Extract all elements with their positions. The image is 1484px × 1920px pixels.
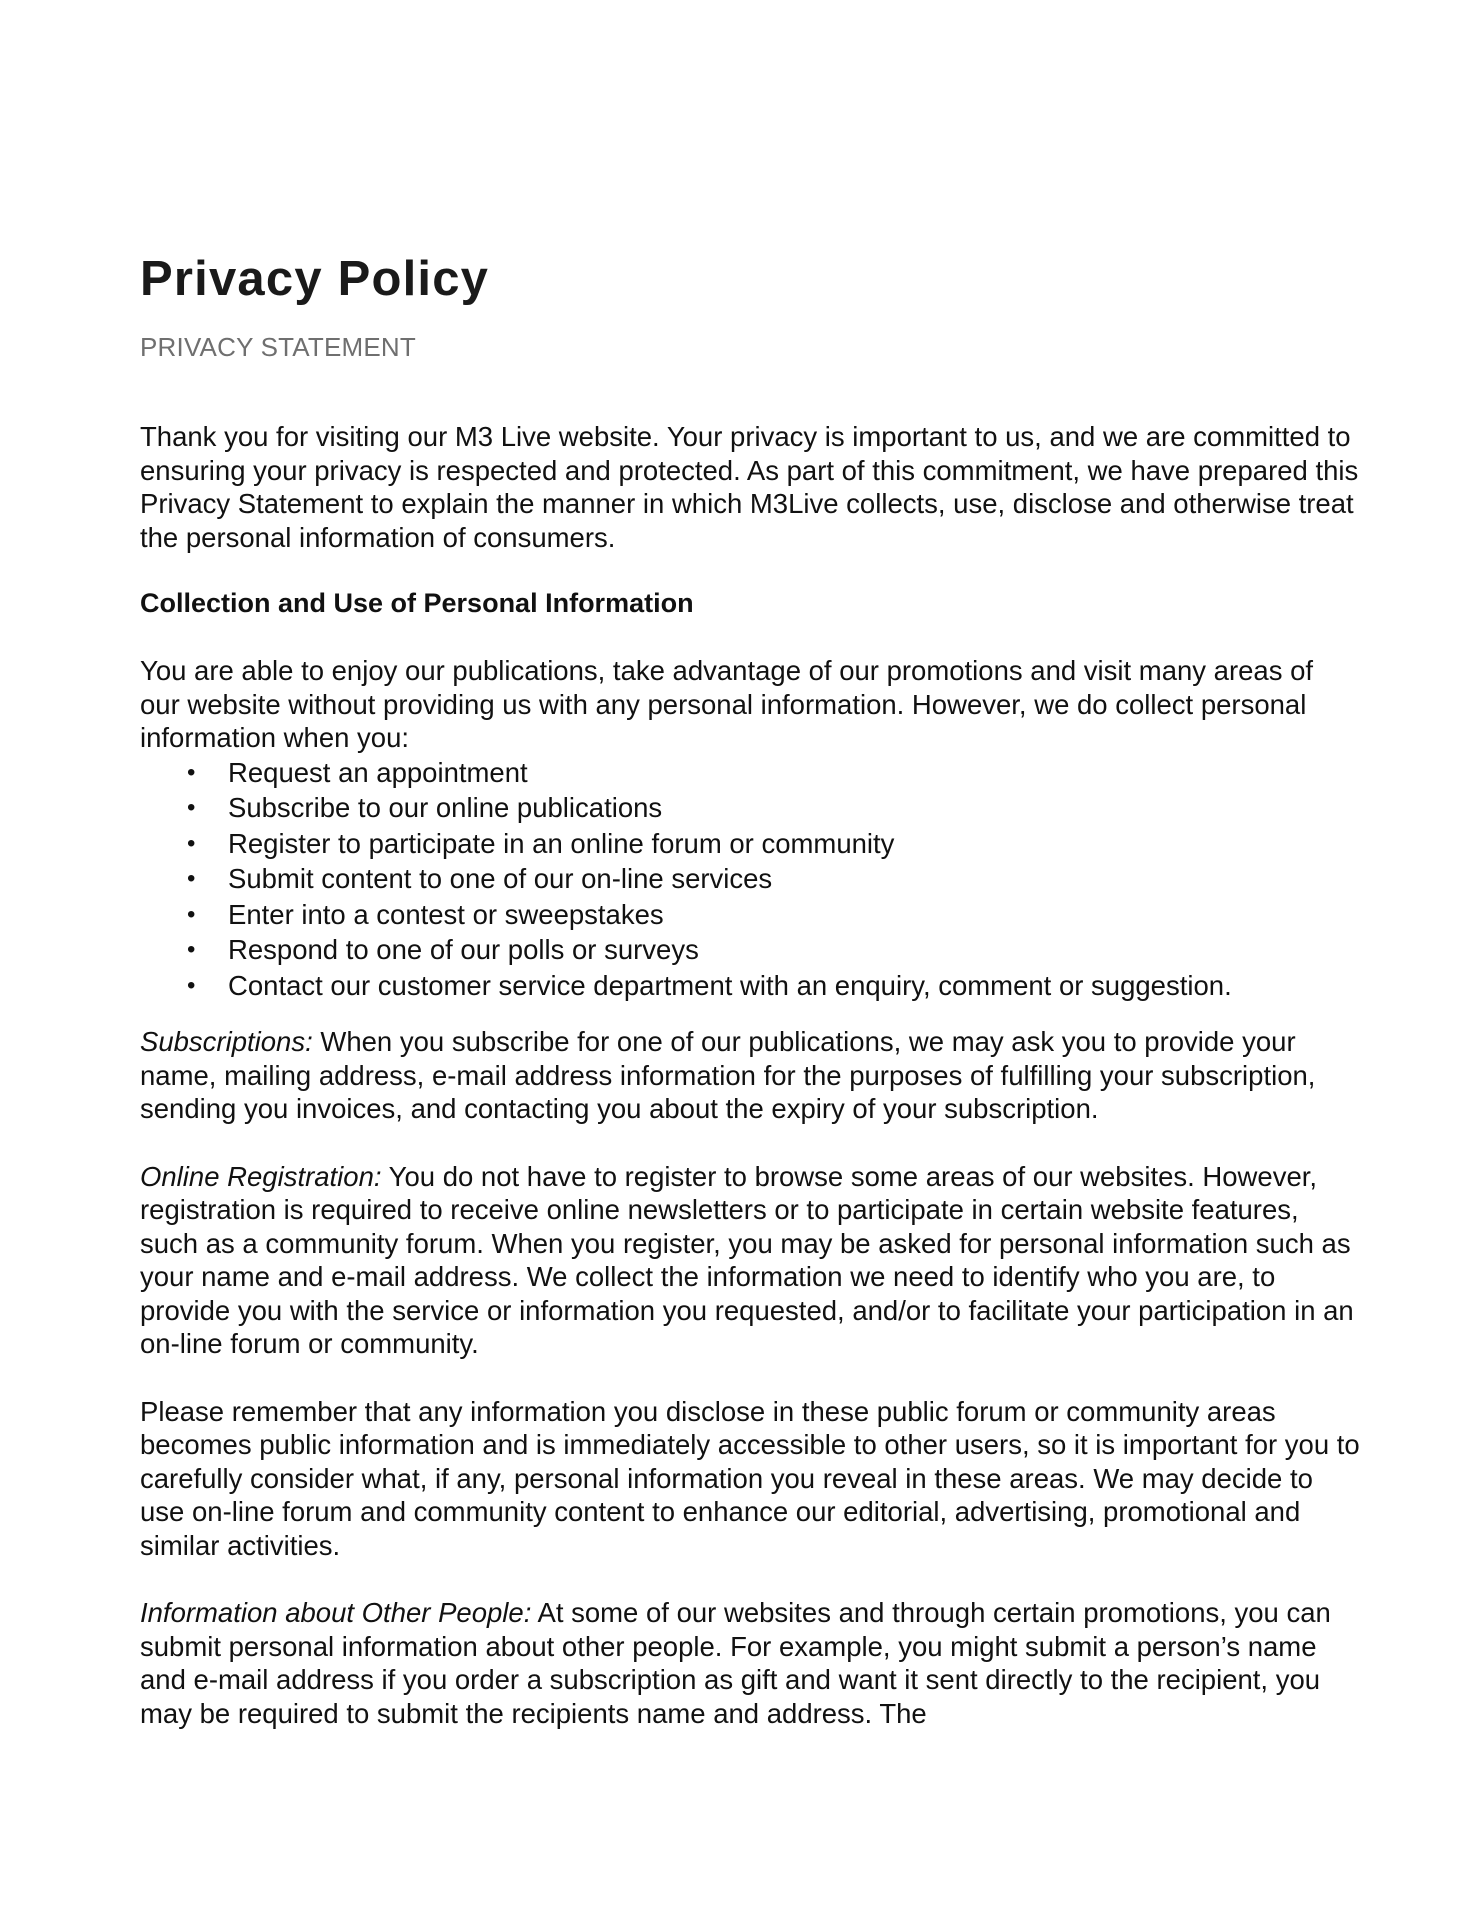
bullet-icon: • <box>187 829 196 857</box>
bullet-icon: • <box>187 865 196 892</box>
list-item <box>140 932 1360 968</box>
list-item <box>140 790 1360 826</box>
bullet-icon: • <box>187 971 196 999</box>
list-item-text: Subscribe to our online publications <box>228 792 663 823</box>
online-registration-text: You do not have to register to browse some areas of our websites. However, registration is required to receive online newsletters or to participate in certain website features, such as a community forum. When you register, you may be asked for personal information such as your name and e-mail address. We collect the information we need to identify who you are, to provide you with the service or information you requested, and/or to facilitate your participation in an on-line forum or community. <box>140 1160 1354 1359</box>
collection-bullet-list <box>140 755 1360 1004</box>
list-item <box>140 755 1360 791</box>
bullet-icon: • <box>187 758 196 786</box>
list-item-text: Request an appointment <box>228 756 528 788</box>
intro-paragraph: Thank you for visiting our M3 Live website. Your privacy is important to us, and we are committed to ensuring your privacy is respected and protected. As part of this commitment, we have prepared this Privacy Statement to explain the manner in which M3Live collects, use, disclose and otherwise treat the personal information of consumers. <box>140 421 1359 553</box>
list-item-text: Register to participate in an online forum or community <box>228 827 895 859</box>
list-item <box>140 968 1360 1004</box>
list-item-text: Enter into a contest or sweepstakes <box>228 898 664 930</box>
other-people-text: At some of our websites and through certain promotions, you can submit personal information about other people. For example, you might submit a person’s name and e-mail address if you order a subscription as gift and want it sent directly to the recipient, you may be required to submit the recipients name and address. The <box>140 1597 1331 1729</box>
document-page <box>140 250 1360 1730</box>
section-heading: Collection and Use of Personal Information <box>140 588 694 618</box>
bullet-icon: • <box>187 900 196 928</box>
page-subtitle: PRIVACY STATEMENT <box>140 332 416 362</box>
subscriptions-text: When you subscribe for one of our publications, we may ask you to provide your name, mailing address, e-mail address information for the purposes of fulfilling your subscription, sending you invoices, and contacting you about the expiry of your subscription. <box>140 1026 1316 1124</box>
list-item <box>140 826 1360 862</box>
list-item-text: Respond to one of our polls or surveys <box>228 934 699 965</box>
collect-paragraph: You are able to enjoy our publications, take advantage of our promotions and visit many areas of our website without providing us with any personal information. However, we do collect personal information when you: <box>140 655 1314 753</box>
list-item <box>140 897 1360 933</box>
subscriptions-paragraph <box>140 1025 1360 1126</box>
online-registration-paragraph <box>140 1160 1360 1361</box>
list-item-text: Submit content to one of our on-line services <box>228 863 773 894</box>
bullet-icon: • <box>187 936 196 963</box>
page-title: Privacy Policy <box>140 252 490 306</box>
other-people-lead: Information about Other People: <box>140 1597 532 1628</box>
online-registration-lead: Online Registration: <box>140 1160 382 1192</box>
other-people-paragraph <box>140 1596 1360 1730</box>
list-item <box>140 861 1360 897</box>
list-item-text: Contact our customer service department with an enquiry, comment or suggestion. <box>228 969 1232 1001</box>
public-forum-paragraph: Please remember that any information you disclose in these public forum or community areas becomes public information and is immediately accessible to other users, so it is important for you to carefully consider what, if any, personal information you reveal in these areas. We may decide to use on-line forum and community content to enhance our editorial, advertising, promotional and similar activities. <box>140 1395 1360 1561</box>
subscriptions-lead: Subscriptions: <box>140 1026 313 1057</box>
bullet-icon: • <box>187 794 196 821</box>
